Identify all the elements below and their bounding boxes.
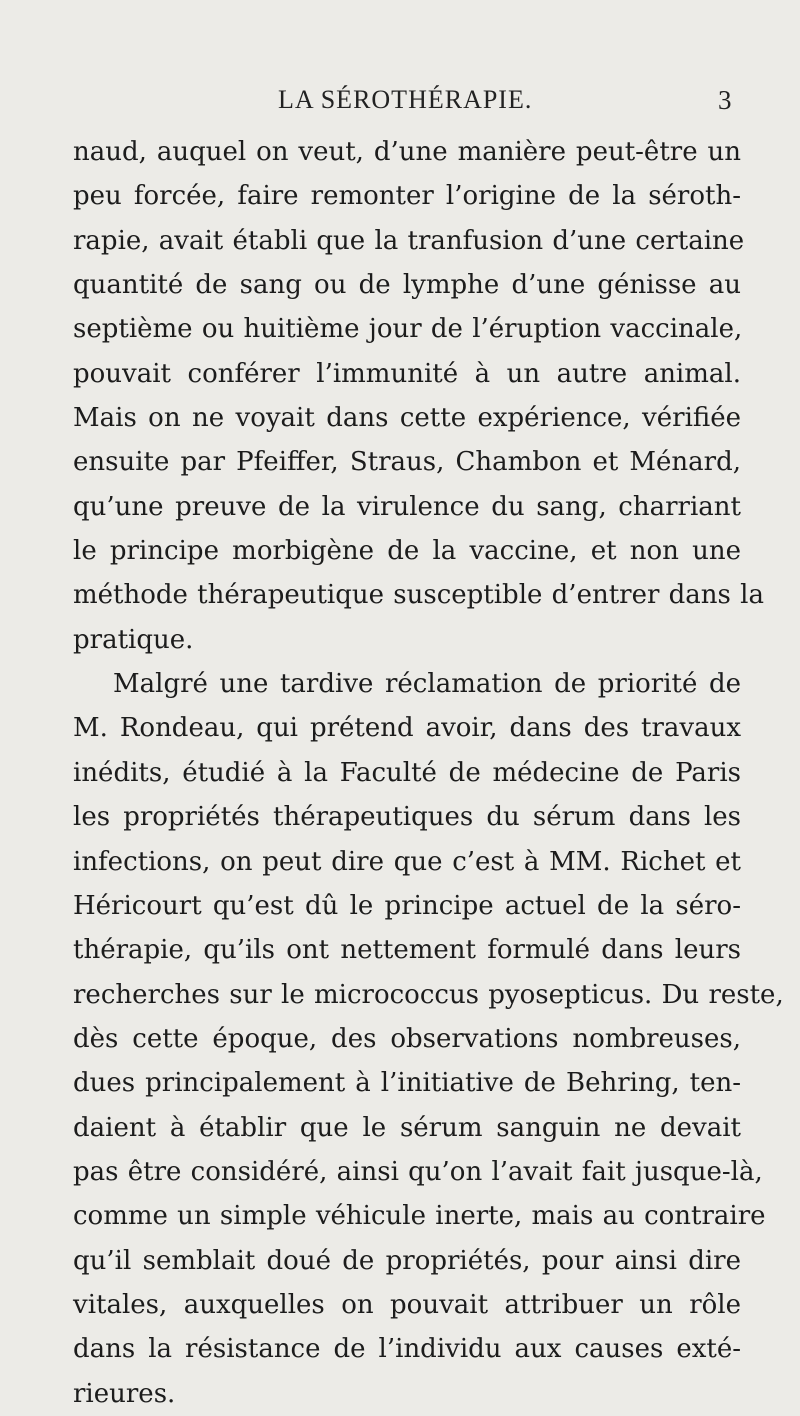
text-line: quantité de sang ou de lymphe d’une génisse au <box>73 270 741 301</box>
text-line: septième ou huitième jour de l’éruption vaccinale, <box>73 314 743 345</box>
text-line: dès cette époque, des observations nombreuses, <box>73 1023 741 1054</box>
text-line: recherches sur le micrococcus pyosepticus. Du reste, <box>73 979 784 1010</box>
text-line: qu’une preuve de la virulence du sang, charriant <box>73 491 741 522</box>
text-line: inédits, étudié à la Faculté de médecine de Paris <box>73 757 741 788</box>
text-line: thérapie, qu’ils ont nettement formulé dans leurs <box>73 935 741 966</box>
text-line: pratique. <box>73 624 194 655</box>
text-line: qu’il semblait doué de propriétés, pour ainsi dire <box>73 1245 741 1276</box>
text-line: daient à établir que le sérum sanguin ne devait <box>73 1112 741 1143</box>
text-line: rapie, avait établi que la tranfusion d’une certaine <box>73 225 745 256</box>
text-line: comme un simple véhicule inerte, mais au contraire <box>73 1201 766 1232</box>
text-line: dues principalement à l’initiative de Behring, ten- <box>73 1068 741 1099</box>
text-line: vitales, auxquelles on pouvait attribuer un rôle <box>73 1289 741 1320</box>
text-line: Héricourt qu’est dû le principe actuel de la séro- <box>73 890 741 921</box>
text-line: méthode thérapeutique susceptible d’entrer dans la <box>73 580 764 611</box>
text-line: Malgré une tardive réclamation de priorité de <box>113 669 741 700</box>
text-line: pouvait conférer l’immunité à un autre animal. <box>73 358 741 389</box>
running-title: LA SÉROTHÉRAPIE. <box>278 85 533 114</box>
running-header <box>0 81 800 121</box>
text-line: dans la résistance de l’individu aux causes exté- <box>73 1334 741 1365</box>
body-text <box>73 130 784 1416</box>
text-line: infections, on peut dire que c’est à MM. Richet et <box>73 846 741 877</box>
text-line: ensuite par Pfeiffer, Straus, Chambon et Ménard, <box>73 447 741 478</box>
text-line: pas être considéré, ainsi qu’on l’avait fait jusque-là, <box>73 1156 763 1187</box>
text-line: M. Rondeau, qui prétend avoir, dans des travaux <box>73 713 741 744</box>
text-line: Mais on ne voyait dans cette expérience, vérifiée <box>73 403 741 434</box>
text-line: le principe morbigène de la vaccine, et non une <box>73 536 741 567</box>
text-line: rieures. <box>73 1378 176 1409</box>
text-line: les propriétés thérapeutiques du sérum dans les <box>73 802 741 833</box>
text-line: peu forcée, faire remonter l’origine de la séroth- <box>73 181 741 212</box>
text-line: naud, auquel on veut, d’une manière peut-être un <box>73 137 741 167</box>
page-number: 3 <box>718 85 732 115</box>
